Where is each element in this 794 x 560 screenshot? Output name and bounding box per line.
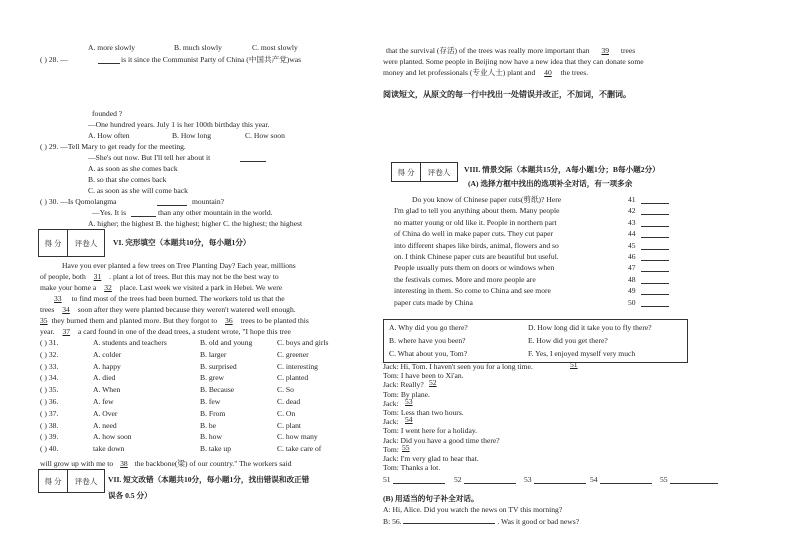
q29-option-b: B. so that she comes back (88, 175, 167, 184)
option-c[interactable]: C. how many (277, 432, 318, 442)
option-a[interactable]: A. colder (93, 349, 122, 359)
blank-38[interactable]: 38 (120, 459, 128, 468)
answer-blank[interactable] (670, 483, 718, 484)
question-number[interactable]: ( ) 38. (40, 420, 59, 430)
answer-blank[interactable] (641, 226, 669, 227)
question-number[interactable]: ( ) 33. (40, 361, 59, 371)
option-right: D. How long did it take you to fly there? (528, 323, 652, 332)
q30-question: ( ) 30. —Is Qomolangma (40, 197, 117, 206)
cloze-line-2: of people, both 31 . plant a lot of trees. But this may not be the best way to (40, 272, 279, 281)
option-a[interactable]: take down (93, 444, 125, 454)
score-cell: 得 分 (39, 230, 68, 256)
q28-blank[interactable] (98, 63, 120, 64)
q29-reply: —She's out now. But I'll tell her about it (88, 153, 211, 162)
passage-line: Do you know of Chinese paper cuts(剪纸)? Here (412, 195, 562, 204)
dialog-blank[interactable]: 52 (429, 378, 437, 388)
q28-founded: founded ? (92, 109, 123, 118)
q30-options: A. higher; the highest B. the highest; higher C. the highest; the highest (88, 219, 303, 228)
passage-line: the festivals comes. More and more people are (394, 274, 536, 284)
answer-number: 49 (628, 286, 636, 296)
q29-blank[interactable] (240, 161, 266, 162)
option-b[interactable]: B. old and young (200, 338, 253, 347)
q27-option-c: C. most slowly (252, 43, 298, 52)
answer-number: 54 (590, 475, 598, 484)
option-c[interactable]: C. interesting (277, 361, 318, 371)
answer-blank[interactable] (641, 237, 669, 238)
option-c[interactable]: C. boys and girls (277, 338, 329, 347)
dialog-line: Tom: (383, 444, 399, 454)
option-a[interactable]: A. few (93, 397, 114, 406)
passage-line: of China do well in make paper cuts. They cut paper (394, 229, 554, 239)
option-right: E. How did you get there? (528, 336, 608, 345)
dialog-line: Jack: I'm very glad to hear that. (383, 454, 479, 463)
dialog-line: Tom: Thanks a lot. (383, 463, 441, 473)
dialog-line: Tom: By plane. (383, 389, 430, 399)
answer-number: 45 (628, 240, 636, 250)
cloze-line-7: year. 37 a card found in one of the dead trees, a student wrote, "I hope this tree (40, 327, 291, 336)
q29-question: ( ) 29. —Tell Mary to get ready for the meeting. (40, 142, 186, 151)
dialog-line: Tom: Less than two hours. (383, 408, 464, 417)
passage-line: People usually puts them on doors or windows when (394, 263, 555, 273)
answer-blank[interactable] (641, 294, 669, 295)
blank-32[interactable]: 32 (104, 283, 112, 292)
option-right: F. Yes, I enjoyed myself very much (528, 349, 636, 358)
section-vi-title: VI. 完形填空（本题共10分，每小题1分） (113, 238, 251, 247)
answer-blank[interactable] (464, 483, 516, 484)
score-box-vii (38, 469, 105, 493)
passage-line: paper cuts made by China (394, 297, 473, 307)
cloze-line-1: Have you ever planted a few trees on Tree Planting Day? Each year, millions (62, 261, 296, 270)
q27-option-a: A. more slowly (88, 43, 136, 52)
blank-31[interactable]: 31 (93, 272, 102, 281)
passage-top-line-1: that the survival (存活) of the trees was really more important than 39 trees (386, 46, 636, 55)
passage-line: I'm glad to tell you anything about them. Many people (394, 206, 560, 216)
question-number[interactable]: ( ) 35. (40, 385, 59, 395)
answer-blank[interactable] (641, 249, 669, 250)
cloze-line-6: 35 they burned them and planted more. But they forgot to 36 trees to be planted this (40, 316, 309, 325)
answer-blank[interactable] (641, 203, 669, 204)
answer-blank[interactable] (641, 271, 669, 272)
answer-blank[interactable] (534, 483, 586, 484)
answer-blank[interactable] (641, 214, 669, 215)
cloze-line-4: 33 to find most of the trees had been burned. The workers told us that the (40, 295, 285, 303)
dialog-line: Jack: Did you have a good time there? (383, 435, 500, 445)
q30-blank-2[interactable] (131, 216, 156, 217)
dialog-blank[interactable]: 55 (402, 442, 410, 452)
blank-34[interactable]: 34 (62, 305, 70, 314)
option-c[interactable]: C. plant (277, 420, 302, 430)
passage-line: on. I think Chinese paper cuts are beautiful but useful. (394, 252, 559, 261)
option-a[interactable]: A. When (93, 385, 121, 395)
question-number[interactable]: ( ) 31. (40, 338, 59, 347)
option-c[interactable]: C. greener (277, 349, 309, 359)
passage-top-line-2: were planted. Some people in Beijing now have a new idea that they can donate some (383, 57, 644, 66)
q28-prefix: ( ) 28. — (40, 55, 68, 64)
score-cell: 得 分 (39, 470, 68, 492)
dialog-line: Tom: I went here for a holiday. (383, 426, 478, 436)
option-a[interactable]: A. need (93, 420, 117, 430)
blank-36[interactable]: 36 (225, 316, 233, 325)
cloze-line-3: make your home a 32 place. Last week we visited a park in Hebei. We were (40, 283, 283, 292)
blank-33[interactable]: 33 (54, 294, 62, 303)
option-b[interactable]: B. few (200, 397, 221, 406)
question-number[interactable]: ( ) 40. (40, 444, 59, 454)
q28-option-a: A. How often (88, 131, 130, 140)
option-a[interactable]: A. died (93, 373, 116, 383)
dialog-blank[interactable]: 53 (405, 396, 413, 406)
question-number[interactable]: ( ) 32. (40, 349, 59, 359)
answer-number: 50 (628, 297, 636, 307)
q28-answer: —One hundred years. July 1 is her 100th birthday this year. (88, 120, 270, 129)
q28-option-b: B. How long (172, 131, 212, 140)
dialog-line: Jack: (383, 398, 399, 408)
passage-line: interesting in them. So come to China and see more (394, 286, 551, 296)
answer-56-field[interactable] (403, 517, 495, 524)
dialog-blank[interactable]: 51 (570, 360, 578, 369)
q28-option-c: C. How soon (245, 131, 285, 140)
answer-number: 52 (454, 475, 462, 484)
answer-number: 41 (628, 195, 636, 204)
passage-line: no matter young or old like it. People in northern part (394, 217, 557, 227)
section-viii-title: VIII. 情景交际（本题共15分，A每小题1分；B每小题2分） (464, 165, 660, 174)
option-a[interactable]: A. how soon (93, 432, 132, 442)
option-c[interactable]: C. take care of (277, 444, 322, 454)
error-correction-instruction: 阅读短文，从原文的每一行中找出一处错误并改正，不加词，不删词。 (383, 90, 631, 99)
option-c[interactable]: C. planted (277, 373, 309, 383)
answer-number: 55 (660, 475, 668, 484)
option-b[interactable]: B. be (200, 420, 217, 430)
answer-blank[interactable] (641, 260, 669, 261)
score-box-viii (391, 162, 458, 182)
option-left: B. where have you been? (389, 336, 466, 345)
answer-blank[interactable] (641, 306, 669, 307)
q30-reply-a: —Yes. It is (92, 208, 127, 217)
answer-number: 42 (628, 206, 636, 216)
question-number[interactable]: ( ) 36. (40, 397, 59, 406)
answer-number: 46 (628, 252, 636, 261)
dialog-blank[interactable]: 54 (405, 415, 413, 425)
option-a[interactable]: A. Over (93, 408, 118, 418)
option-b[interactable]: B. surprised (200, 361, 237, 371)
blank-35[interactable]: 35 (40, 316, 48, 325)
answer-number: 48 (628, 274, 636, 284)
option-a[interactable]: A. happy (93, 361, 121, 371)
part-b-title: (B) 用适当的句子补全对话。 (383, 494, 479, 503)
section-viii-subtitle: (A) 选择方框中找出的选项补全对话，有一项多余 (468, 179, 633, 188)
q30-mark: mountain? (192, 197, 225, 206)
q27-option-b: B. much slowly (174, 43, 222, 52)
score-box-vi (38, 229, 105, 257)
option-b[interactable]: B. larger (200, 349, 227, 359)
section-vii-title: VII. 短文改错（本题共10分，每小题1分，找出错误和改正错 (108, 475, 310, 484)
option-c[interactable]: C. On (277, 408, 296, 418)
option-c[interactable]: C. dead (277, 397, 301, 406)
part-b-line-1: A: Hi, Alice. Did you watch the news on TV this morning? (383, 505, 563, 514)
answer-blank[interactable] (641, 283, 669, 284)
option-c[interactable]: C. So (277, 385, 294, 395)
option-b[interactable]: B. grew (200, 373, 225, 383)
dialog-line: Jack: (383, 417, 399, 427)
blank-39[interactable]: 39 (601, 46, 609, 55)
option-b[interactable]: B. From (200, 408, 226, 418)
option-left: A. Why did you go there? (389, 323, 468, 332)
option-b[interactable]: B. Because (200, 385, 235, 395)
blank-37[interactable]: 37 (62, 327, 71, 336)
q29-option-c: C. as soon as she will come back (88, 186, 188, 195)
cloze-line-5: trees 34 soon after they were planted because they weren't watered well enough. (40, 305, 296, 314)
part-b-line-2: B: 56. . Was it good or bad news? (383, 517, 580, 526)
passage-line: into different shapes like birds, animal, flowers and so (394, 240, 559, 250)
passage-top-line-3: money and let professionals (专业人士) plant and 40 the trees. (383, 68, 589, 77)
option-b[interactable]: B. take up (200, 444, 232, 454)
cloze-tail: will grow up with me to 38 the backbone(梁) of our country." The workers said (40, 459, 292, 468)
q30-blank-1[interactable] (157, 205, 187, 206)
answer-blank[interactable] (600, 483, 652, 484)
dialog-line: Tom: I have been to Xi'an. (383, 371, 464, 381)
question-number[interactable]: ( ) 39. (40, 432, 59, 442)
q30-reply-b: than any other mountain in the world. (158, 208, 273, 217)
q28-question: is it since the Communist Party of China (中国共产党)was (121, 55, 302, 64)
option-a[interactable]: A. students and teachers (93, 338, 167, 347)
dialog-line: Jack: Really? (383, 380, 424, 390)
grader-cell: 评卷人 (74, 476, 98, 486)
answer-number: 51 (383, 475, 391, 484)
question-number[interactable]: ( ) 34. (40, 373, 59, 383)
option-b[interactable]: B. how (200, 432, 222, 442)
option-left: C. What about you, Tom? (389, 349, 468, 358)
blank-40[interactable]: 40 (544, 68, 552, 77)
answer-number: 44 (628, 229, 636, 239)
answer-number: 43 (628, 217, 636, 227)
score-cell: 得 分 (392, 163, 421, 181)
answer-blank[interactable] (393, 483, 445, 484)
dialog-line: Jack: Hi, Tom. I haven't seen you for a long time. (383, 362, 533, 371)
answer-number: 53 (524, 475, 532, 484)
grader-cell: 评卷人 (427, 167, 451, 177)
answer-number: 47 (628, 263, 636, 273)
q29-option-a: A. as soon as she comes back (88, 164, 178, 173)
section-vii-title-cont: 误各 0.5 分） (108, 491, 152, 500)
grader-cell: 评卷人 (74, 238, 98, 248)
question-number[interactable]: ( ) 37. (40, 408, 59, 418)
